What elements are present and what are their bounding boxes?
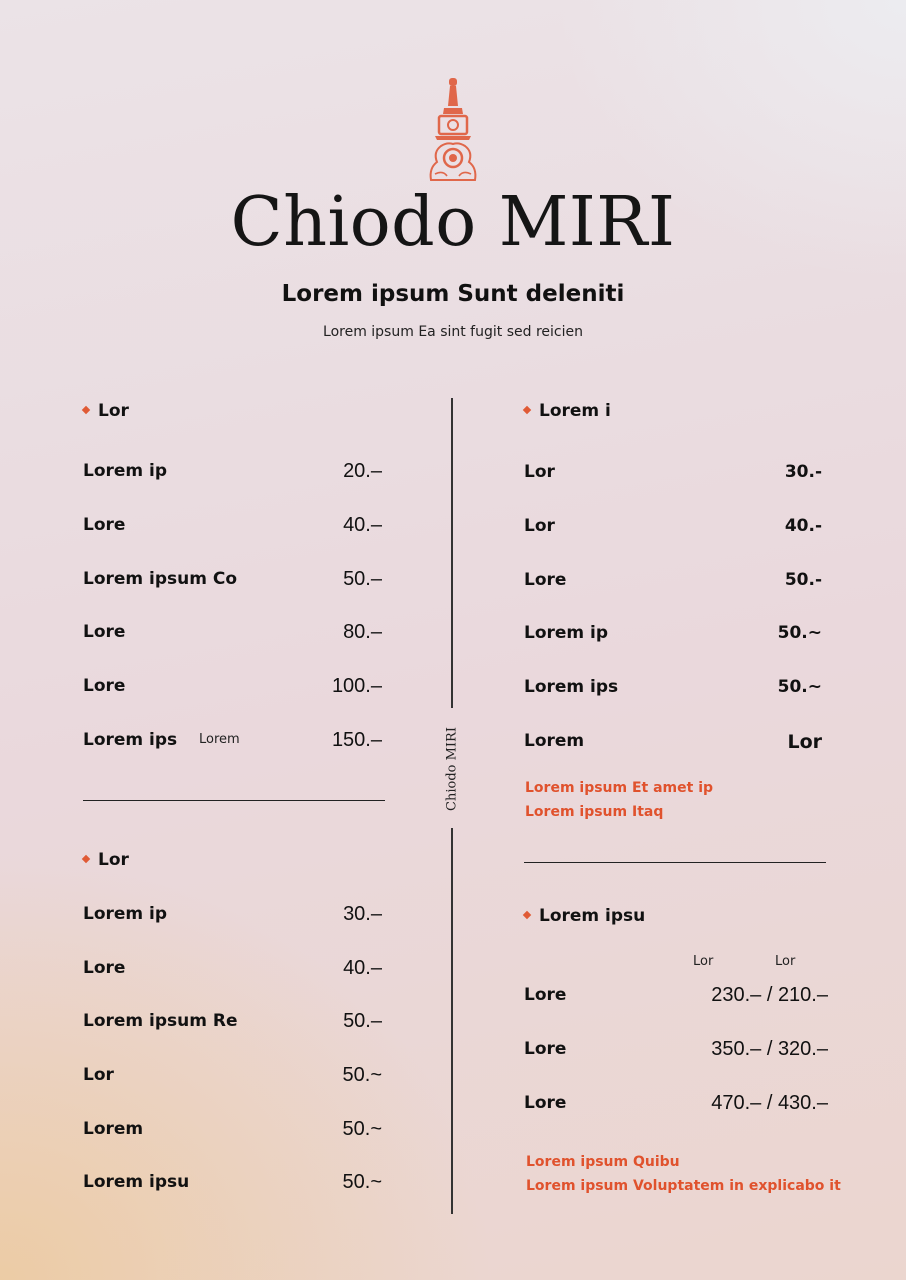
section-heading: Lorem i	[524, 401, 611, 421]
menu-item-name: Lorem ipsum Co	[83, 569, 238, 589]
menu-subtitle: Lorem ipsum Sunt deleniti	[281, 281, 625, 307]
menu-item-price: 150.–	[331, 729, 382, 751]
menu-item-name: Lore	[524, 985, 567, 1005]
menu-item-name: Lorem ipsum Re	[83, 1011, 238, 1031]
section-heading: Lor	[83, 850, 129, 870]
menu-item-name: Lore	[83, 515, 126, 535]
menu-item-name: Lore	[524, 1039, 567, 1059]
menu-item-name: Lorem ip	[83, 461, 168, 481]
menu-item-price: 50.–	[343, 1010, 382, 1032]
menu-item-price: 230.– / 210.–	[711, 984, 828, 1006]
menu-item-price: 50.~	[777, 623, 822, 643]
menu-item-price: 20.–	[343, 460, 382, 482]
diamond-bullet-icon	[82, 855, 90, 863]
column-label: Lor	[775, 954, 796, 969]
menu-item-name: Lor	[524, 516, 555, 536]
menu-item-name: Lore	[83, 958, 126, 978]
menu-item-name: Lorem ips	[83, 730, 178, 750]
center-divider-top	[451, 398, 453, 708]
menu-item-price: 50.~	[342, 1171, 382, 1193]
menu-item-price: 40.-	[784, 516, 822, 536]
menu-item-price: 100.–	[331, 675, 382, 697]
menu-item-name: Lore	[524, 1093, 567, 1113]
diamond-bullet-icon	[523, 406, 531, 414]
menu-item-name: Lorem	[83, 1119, 144, 1139]
menu-item-price: 30.-	[784, 462, 822, 482]
menu-item-price: 40.–	[343, 957, 382, 979]
section-heading: Lorem ipsu	[524, 906, 645, 926]
menu-tagline: Lorem ipsum Ea sint fugit sed reicien	[323, 324, 583, 340]
section-divider	[524, 862, 826, 863]
menu-item-price: 50.–	[343, 568, 382, 590]
menu-item-name: Lore	[83, 622, 126, 642]
diamond-bullet-icon	[82, 406, 90, 414]
restaurant-name: Chiodo MIRI	[230, 183, 676, 262]
menu-item-price: 80.–	[343, 621, 382, 643]
menu-item-price: 350.– / 320.–	[711, 1038, 828, 1060]
menu-item-price: 50.~	[342, 1064, 382, 1086]
menu-item-name: Lorem ips	[524, 677, 619, 697]
menu-item-price: 50.~	[342, 1118, 382, 1140]
menu-item-price: Lor	[787, 731, 822, 753]
menu-item-name: Lorem ip	[83, 904, 168, 924]
menu-item-price: 470.– / 430.–	[711, 1092, 828, 1114]
menu-item-name: Lorem	[524, 731, 585, 751]
menu-item-price: 40.–	[343, 514, 382, 536]
menu-item-name: Lor	[524, 462, 555, 482]
section-heading: Lor	[83, 401, 129, 421]
column-label: Lor	[693, 954, 714, 969]
section-note: Lorem ipsum Voluptatem in explicabo it	[526, 1178, 841, 1194]
menu-item-name: Lor	[83, 1065, 114, 1085]
section-note: Lorem ipsum Itaq	[525, 804, 664, 820]
menu-item-name: Lorem ip	[524, 623, 609, 643]
menu-item-price: 30.–	[343, 903, 382, 925]
menu-item-name: Lorem ipsu	[83, 1172, 190, 1192]
section-note: Lorem ipsum Et amet ip	[525, 780, 714, 796]
menu-item-note: Lorem	[199, 732, 240, 747]
menu-item-price: 50.~	[777, 677, 822, 697]
diamond-bullet-icon	[523, 911, 531, 919]
section-note: Lorem ipsum Quibu	[526, 1154, 680, 1170]
temple-logo-icon	[425, 76, 481, 184]
menu-item-name: Lore	[524, 570, 567, 590]
vertical-brand-text: Chiodo MIRI	[444, 727, 460, 811]
section-divider	[83, 800, 385, 801]
menu-item-name: Lore	[83, 676, 126, 696]
menu-item-price: 50.-	[784, 570, 822, 590]
center-divider-bottom	[451, 828, 453, 1214]
